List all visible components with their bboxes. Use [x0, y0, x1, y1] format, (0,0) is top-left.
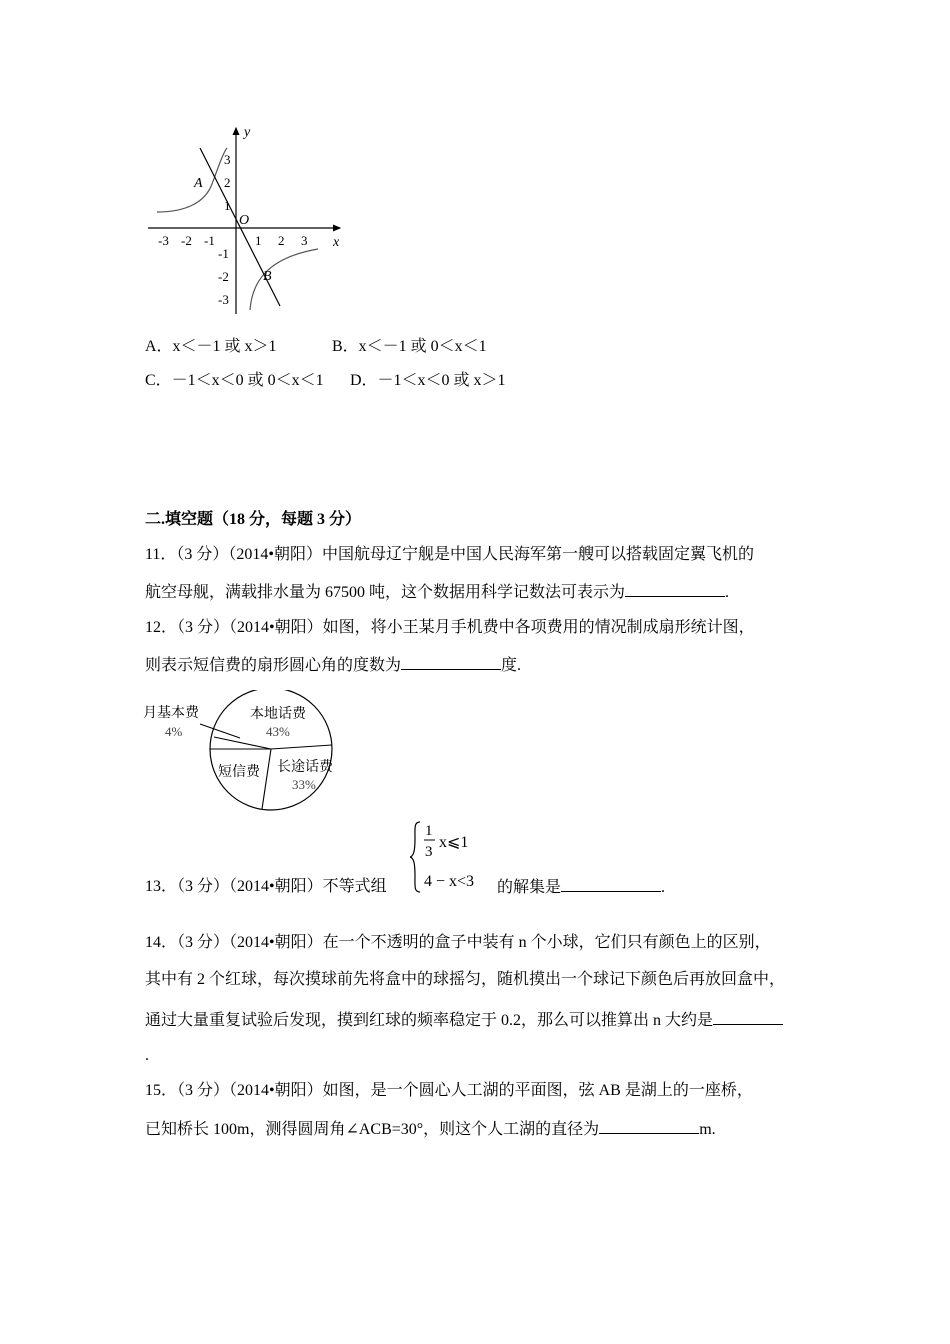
answer-blank[interactable] — [625, 582, 725, 597]
q12-text: 则表示短信费的扇形圆心角的度数为 — [145, 657, 402, 674]
x-axis-label: x — [333, 235, 340, 250]
q13-end: . — [661, 879, 666, 896]
system-brace — [410, 822, 420, 892]
x-tick: 1 — [255, 233, 262, 248]
q13-prefix: 13．（3 分）（2014•朝阳）不等式组 — [145, 878, 387, 895]
origin-label: O — [239, 213, 250, 228]
q12-line1: 12．（3 分）（2014•朝阳）如图，将小王某月手机费中各项费用的情况制成扇形统计图， — [145, 619, 755, 636]
ineq1-numerator: 1 — [425, 823, 433, 839]
local-fee-pct: 43% — [266, 724, 290, 739]
x-tick: -2 — [181, 233, 192, 248]
long-distance-pct: 33% — [292, 777, 316, 792]
x-tick-labels — [158, 233, 308, 248]
inequality-system — [410, 818, 500, 896]
option-c: C．－1＜x＜0 或 0＜x＜1 — [145, 372, 324, 389]
option-b: B．x＜－1 或 0＜x＜1 — [332, 338, 487, 355]
q14-line2: 其中有 2 个红球，每次摸球前先将盒中的球摇匀，随机摸出一个球记下颜色后再放回盒中， — [145, 971, 786, 988]
q15-text: 已知桥长 100m，测得圆周角∠ACB=30°，则这个人工湖的直径为 — [145, 1121, 600, 1138]
q12-line2 — [145, 655, 521, 676]
monthly-fee-pct: 4% — [165, 724, 183, 739]
answer-blank[interactable] — [599, 1119, 699, 1134]
section-title: 二.填空题（18 分，每题 3 分） — [145, 511, 362, 528]
q12-end: 度. — [501, 657, 522, 674]
y-tick: 2 — [224, 175, 231, 190]
ineq1-denominator: 3 — [425, 844, 433, 860]
q14-line4: . — [145, 1047, 149, 1064]
q14-line1: 14．（3 分）（2014•朝阳）在一个不透明的盒子中装有 n 个小球，它们只有颜色上的区别， — [145, 934, 771, 951]
ineq2: 4 − x<3 — [424, 873, 475, 890]
q14-text: 通过大量重复试验后发现，摸到红球的频率稳定于 0.2，那么可以推算出 n 大约是 — [145, 1012, 714, 1029]
q11-line1: 11．（3 分）（2014•朝阳）中国航母辽宁舰是中国人民海军第一艘可以搭载固定翼飞机的 — [145, 546, 755, 563]
ineq1-rest: x⩽1 — [439, 834, 469, 851]
point-b-label: B — [263, 269, 272, 284]
q13-suffix — [497, 877, 665, 898]
x-tick: 2 — [278, 233, 285, 248]
hyperbola-branch-right — [250, 249, 318, 310]
point-a-label: A — [194, 176, 203, 191]
y-tick-labels — [218, 152, 231, 307]
option-a: A．x＜－1 或 x＞1 — [145, 338, 277, 355]
q14-line3 — [145, 1010, 783, 1031]
x-tick: -1 — [204, 233, 215, 248]
q15-line2 — [145, 1119, 716, 1140]
q15-line1: 15．（3 分）（2014•朝阳）如图，是一个圆心人工湖的平面图，弦 AB 是湖上的一座桥， — [145, 1082, 753, 1099]
y-tick: 3 — [224, 152, 231, 167]
y-axis-label: y — [244, 125, 251, 140]
monthly-fee-label: 月基本费 — [143, 706, 199, 721]
option-d: D．－1＜x＜0 或 x＞1 — [350, 372, 506, 389]
q11-line2 — [145, 582, 729, 603]
y-tick: -2 — [218, 269, 229, 284]
y-tick: 1 — [224, 198, 231, 213]
pie-chart — [140, 690, 340, 818]
coordinate-graph — [140, 118, 360, 318]
q15-end: m. — [699, 1121, 716, 1138]
answer-blank[interactable] — [561, 877, 661, 892]
y-tick: -1 — [218, 246, 229, 261]
long-distance-label: 长途话费 — [277, 760, 333, 775]
x-tick: 3 — [301, 233, 308, 248]
local-fee-label: 本地话费 — [250, 707, 306, 722]
q13-text: 的解集是 — [497, 879, 562, 896]
sms-fee-label: 短信费 — [218, 765, 260, 780]
q11-end: . — [725, 584, 730, 601]
x-tick: -3 — [158, 233, 169, 248]
q11-text: 航空母舰，满载排水量为 67500 吨，这个数据用科学记数法可表示为 — [145, 584, 626, 601]
answer-blank[interactable] — [713, 1010, 783, 1025]
y-tick: -3 — [218, 292, 229, 307]
answer-blank[interactable] — [401, 655, 501, 670]
